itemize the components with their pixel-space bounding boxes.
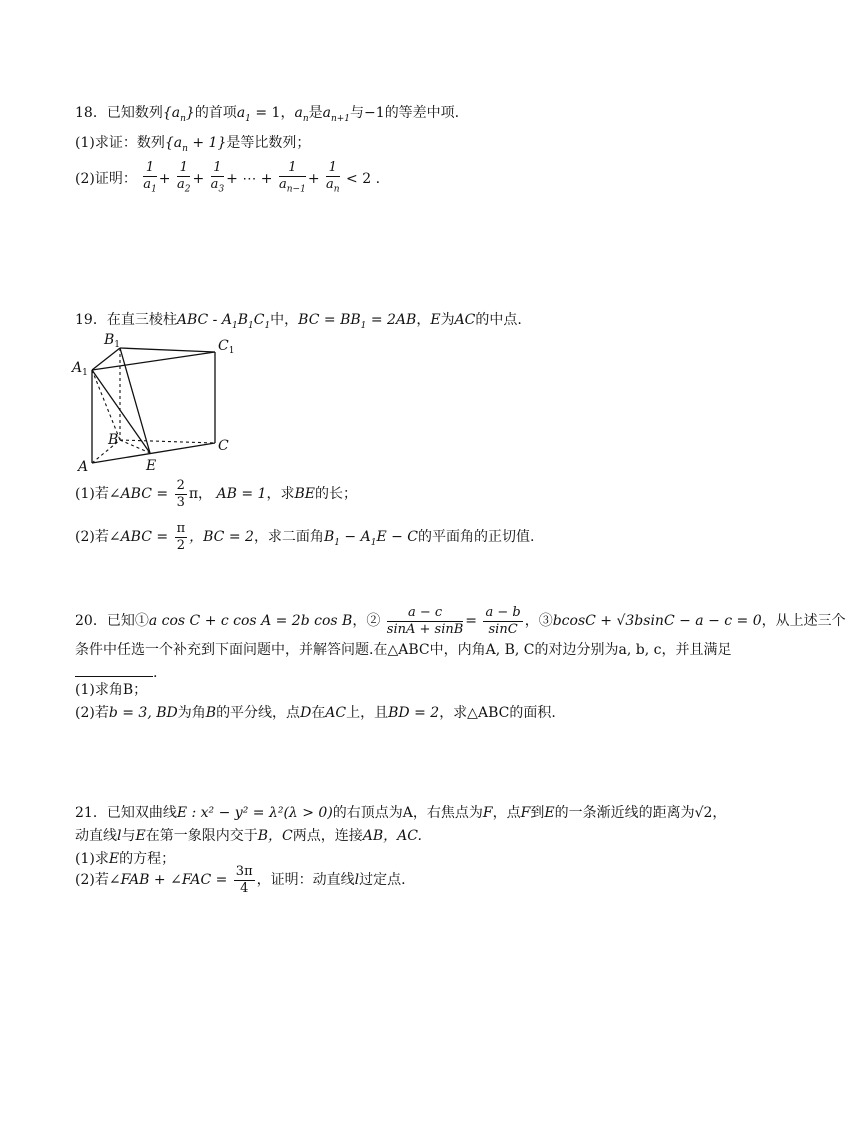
q21-stem: 21．已知双曲线E : x² − y² = λ²(λ > 0)的右顶点为A，右焦点为F，点F到E的一条渐近线的距离为√2， [75,805,727,821]
q18-part2: (2)证明： $\frac{1}{a_1}$ + $\frac{1}{a_2}$ + $\frac{1}{a_3}$ + ⋯ + $\frac{1}{a_{n-1}}$ + $\frac{1}{a_n}$ < 2 . [75,160,380,198]
frac-1-a1: $\frac{1}{a_1}$ [143,160,157,195]
frac-1-a3: $\frac{1}{a_3}$ [210,160,225,195]
label-B1: $B_1$ [104,332,121,350]
q21-part2: (2)若∠FAB + ∠FAC = $\frac{3\pi}{4}$ ，证明：动直线l过定点. [75,863,406,896]
label-A: A [78,459,89,475]
label-B: B [108,432,119,448]
prism-figure [70,330,250,475]
label-A1: $A_1$ [72,360,88,378]
q20-stem: 20．已知①a cos C + c cos A = 2b cos B，② $\frac{a - c}{\sin A + \sin B}$ = $\frac{a - b}{\sin C}$ ，③bcosC + √3bsinC − a − c = 0，从上述三个 [75,604,846,637]
q20-part1: (1)求角B； [75,682,148,698]
label-C1: $C_1$ [218,338,235,356]
label-E: E [146,458,157,474]
frac-1-a2: $\frac{1}{a_2}$ [176,160,191,195]
frac-1-an: $\frac{1}{a_n}$ [326,160,340,195]
answer-blank [75,662,153,677]
q19-stem: 19．在直三棱柱ABC - $A_1B_1C_1$中，BC = $BB_1 = 2AB$，E为AC的中点. [75,312,522,331]
q20-blank: . [75,662,157,683]
q18-stem: 18．已知数列$\{a_n\}$的首项$a_1 = 1$，$a_n$是$a_{n+1}$与−1的等差中项. [75,105,460,124]
label-C: C [218,438,229,454]
frac-1-an-1: $\frac{1}{a_{n-1}}$ [278,160,306,195]
edge-B-C [120,440,215,443]
q20-part2: (2)若b = 3, BD为角B的平分线，点D在AC上，且BD = 2，求△ABC的面积. [75,705,556,721]
q20-line2: 条件中任选一个补充到下面问题中，并解答问题.在△ABC中，内角A, B, C的对边分别为a, b, c，并且满足 [75,642,732,658]
q19-part2: (2)若∠ABC = $\frac{\pi}{2}$ ，BC = 2，求二面角$B_1 - A_1E - C$的平面角的正切值. [75,520,535,553]
q21-line2: 动直线l与E在第一象限内交于B，C两点，连接AB，AC. [75,828,422,844]
q21-part1: (1)求E的方程； [75,851,176,867]
edge-B1-C1 [120,348,215,352]
q19-part1: (1)若∠ABC = $\frac{2}{3}$ π， AB = 1，求BE的长； [75,477,357,510]
q18-part1: (1)求证：数列$\{a_n + 1\}$是等比数列； [75,135,311,154]
